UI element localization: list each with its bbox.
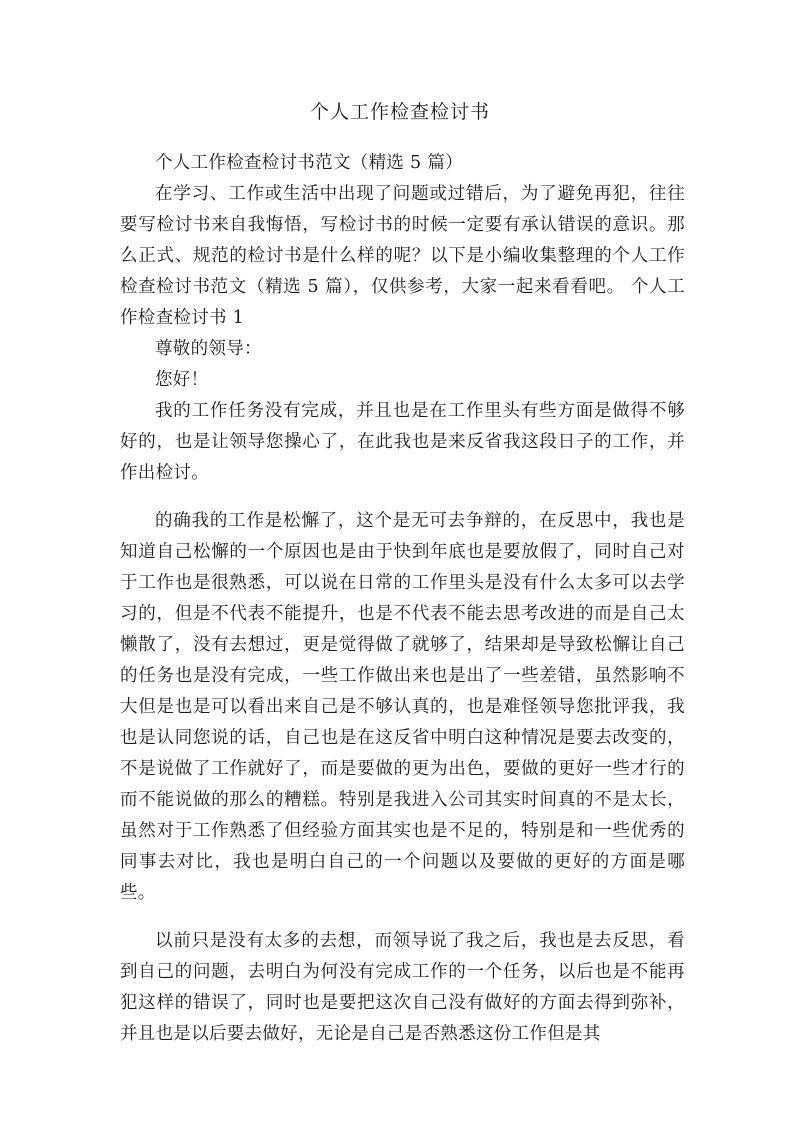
body-paragraph: 的确我的工作是松懈了，这个是无可去争辩的，在反思中，我也是知道自己松懈的一个原因也是由于快到年底也是要放假了，同时自己对于工作也是很熟悉，可以说在日常的工作里头是没有什么太多可以去学习的，但是不代表不能提升，也是不代表不能去思考改进的而是自己太懒散了，没有去想过，更是觉得做了就够了，结果却是导致松懈让自己的任务也是没有完成，一些工作做出来也是出了一些差错，虽然影响不大但是也是可以看出来自己是不够认真的，也是难怪领导您批评我，我也是认同您说的话，自己也是在这反省中明白这种情况是要去改变的，不是说做了工作就好了，而是要做的更为出色，要做的更好一些才行的而不能说做的那么的糟糕。特别是我进入公司其实时间真的不是太长，虽然对于工作熟悉了但经验方面其实也是不足的，特别是和一些优秀的同事去对比，我也是明白自己的一个问题以及要做的更好的方面是哪些。 xyxy=(120,511,685,903)
salutation: 尊敬的领导： xyxy=(155,339,262,359)
document-title: 个人工作检查检讨书 xyxy=(309,101,490,123)
intro-paragraph: 在学习、工作或生活中出现了问题或过错后，为了避免再犯，往往要写检讨书来自我悔悟，写检讨书的时候一定要有承认错误的意识。那么正式、规范的检讨书是什么样的呢？以下是小编收集整理的个人工作检查检讨书范文（精选 5 篇），仅供参考，大家一起来看看吧。 个人工作检查检讨书 1 xyxy=(120,184,685,328)
subtitle-paragraph: 个人工作检查检讨书范文（精选 5 篇） xyxy=(155,153,463,173)
document-body xyxy=(120,148,685,1050)
body-paragraph: 我的工作任务没有完成，并且也是在工作里头有些方面是做得不够好的，也是让领导您操心了，在此我也是来反省我这段日子的工作，并作出检讨。 xyxy=(120,401,685,483)
body-paragraph: 以前只是没有太多的去想，而领导说了我之后，我也是去反思，看到自己的问题，去明白为何没有完成工作的一个任务，以后也是不能再犯这样的错误了，同时也是要把这次自己没有做好的方面去得到弥补，并且也是以后要去做好，无论是自己是否熟悉这份工作但是其 xyxy=(120,931,685,1044)
greeting: 您好！ xyxy=(155,370,209,390)
